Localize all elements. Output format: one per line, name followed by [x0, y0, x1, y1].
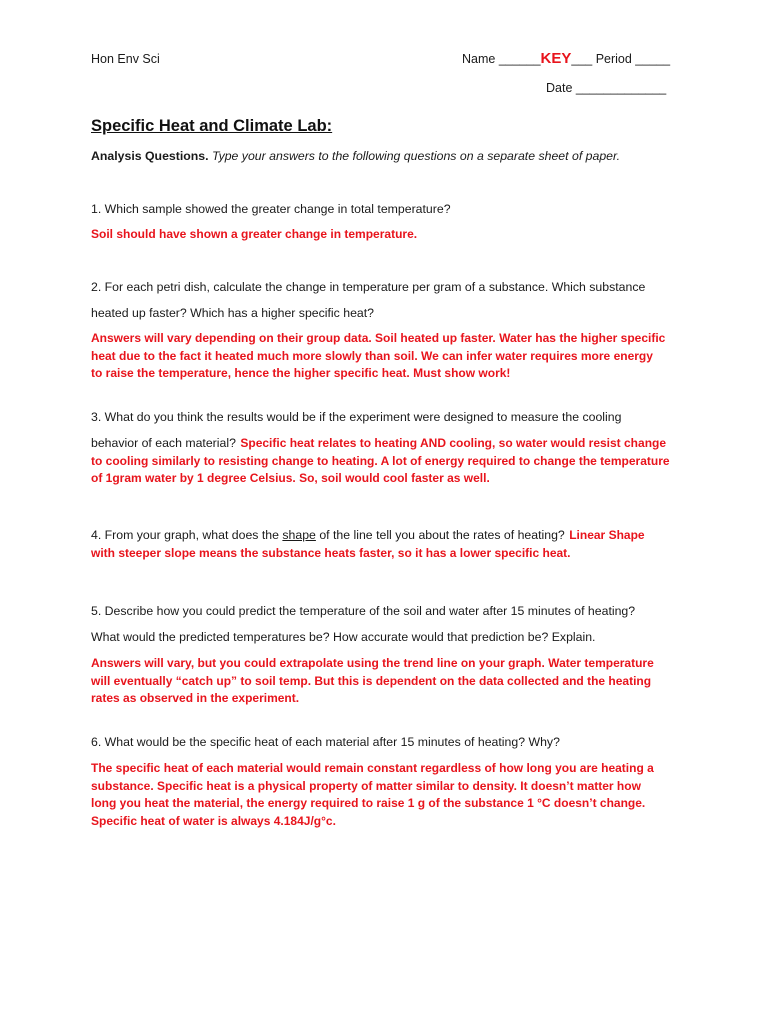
question-5-line-1: 5. Describe how you could predict the temperature of the soil and water after 15 minutes of heating?	[91, 604, 636, 618]
answer-2-line-2: heat due to the fact it heated much more slowly than soil. We can infer water requires more energy	[91, 348, 653, 363]
question-3-line-2: behavior of each material?	[91, 436, 236, 450]
answer-6	[91, 760, 691, 830]
answer-5	[91, 655, 691, 708]
answer-6-line-4: Specific heat of water is always 4.184J/g°c.	[91, 813, 336, 828]
question-4-block	[91, 526, 691, 562]
answer-2-line-1: Answers will vary depending on their group data. Soil heated up faster. Water has the higher specific	[91, 331, 666, 345]
question-2-line-1: 2. For each petri dish, calculate the change in temperature per gram of a substance. Which substance	[91, 280, 646, 294]
instructions	[91, 149, 620, 163]
question-4-underlined: shape	[282, 528, 316, 542]
answer-3-line-3: of 1gram water by 1 degree Celsius. So, soil would cool faster as well.	[91, 471, 490, 486]
instructions-label: Analysis Questions.	[91, 149, 209, 163]
name-field	[462, 50, 670, 67]
name-key-value: KEY	[540, 50, 572, 67]
name-prefix: Name ______	[462, 52, 541, 66]
question-5-line-2: What would the predicted temperatures be? How accurate would that prediction be? Explain.	[91, 630, 596, 644]
answer-5-line-3: rates as observed in the experiment.	[91, 691, 300, 706]
answer-4-line-1: Linear Shape	[569, 528, 645, 542]
question-4-post: of the line tell you about the rates of heating?	[315, 528, 565, 542]
page-title: Specific Heat and Climate Lab:	[91, 117, 333, 135]
course-name: Hon Env Sci	[91, 52, 160, 66]
instructions-text: Type your answers to the following questions on a separate sheet of paper.	[211, 149, 621, 163]
answer-6-line-3: long you heat the material, the energy required to raise 1 g of the substance 1 °C doesn’t change.	[91, 796, 646, 811]
question-3-line-1: 3. What do you think the results would be if the experiment were designed to measure the cooling	[91, 410, 622, 424]
question-2-line-2: heated up faster? Which has a higher specific heat?	[91, 306, 375, 320]
answer-2	[91, 330, 691, 383]
answer-2-line-3: to raise the temperature, hence the higher specific heat. Must show work!	[91, 366, 511, 381]
name-suffix-period: ___ Period _____	[571, 52, 671, 66]
question-3-block	[91, 434, 691, 488]
question-4-pre: 4. From your graph, what does the	[91, 528, 283, 542]
answer-1: Soil should have shown a greater change in temperature.	[91, 227, 418, 241]
date-field: Date _____________	[546, 81, 667, 95]
answer-6-line-2: substance. Specific heat is a physical property of matter similar to density. It doesn’t matter how	[91, 778, 641, 793]
answer-5-line-1: Answers will vary, but you could extrapolate using the trend line on your graph. Water temperature	[91, 656, 654, 670]
answer-3-line-2: to cooling similarly to resisting change to heating. A lot of energy required to change the temperature	[91, 453, 670, 468]
answer-4-line-2: with steeper slope means the substance heats faster, so it has a lower specific heat.	[91, 545, 571, 560]
answer-3-line-1: Specific heat relates to heating AND cooling, so water would resist change	[240, 436, 667, 450]
answer-6-line-1: The specific heat of each material would remain constant regardless of how long you are heating a	[91, 761, 654, 775]
question-1: 1. Which sample showed the greater change in total temperature?	[91, 202, 451, 216]
answer-5-line-2: will eventually “catch up” to soil temp. But this is dependent on the data collected and the heating	[91, 673, 652, 688]
question-6: 6. What would be the specific heat of each material after 15 minutes of heating? Why?	[91, 735, 560, 749]
